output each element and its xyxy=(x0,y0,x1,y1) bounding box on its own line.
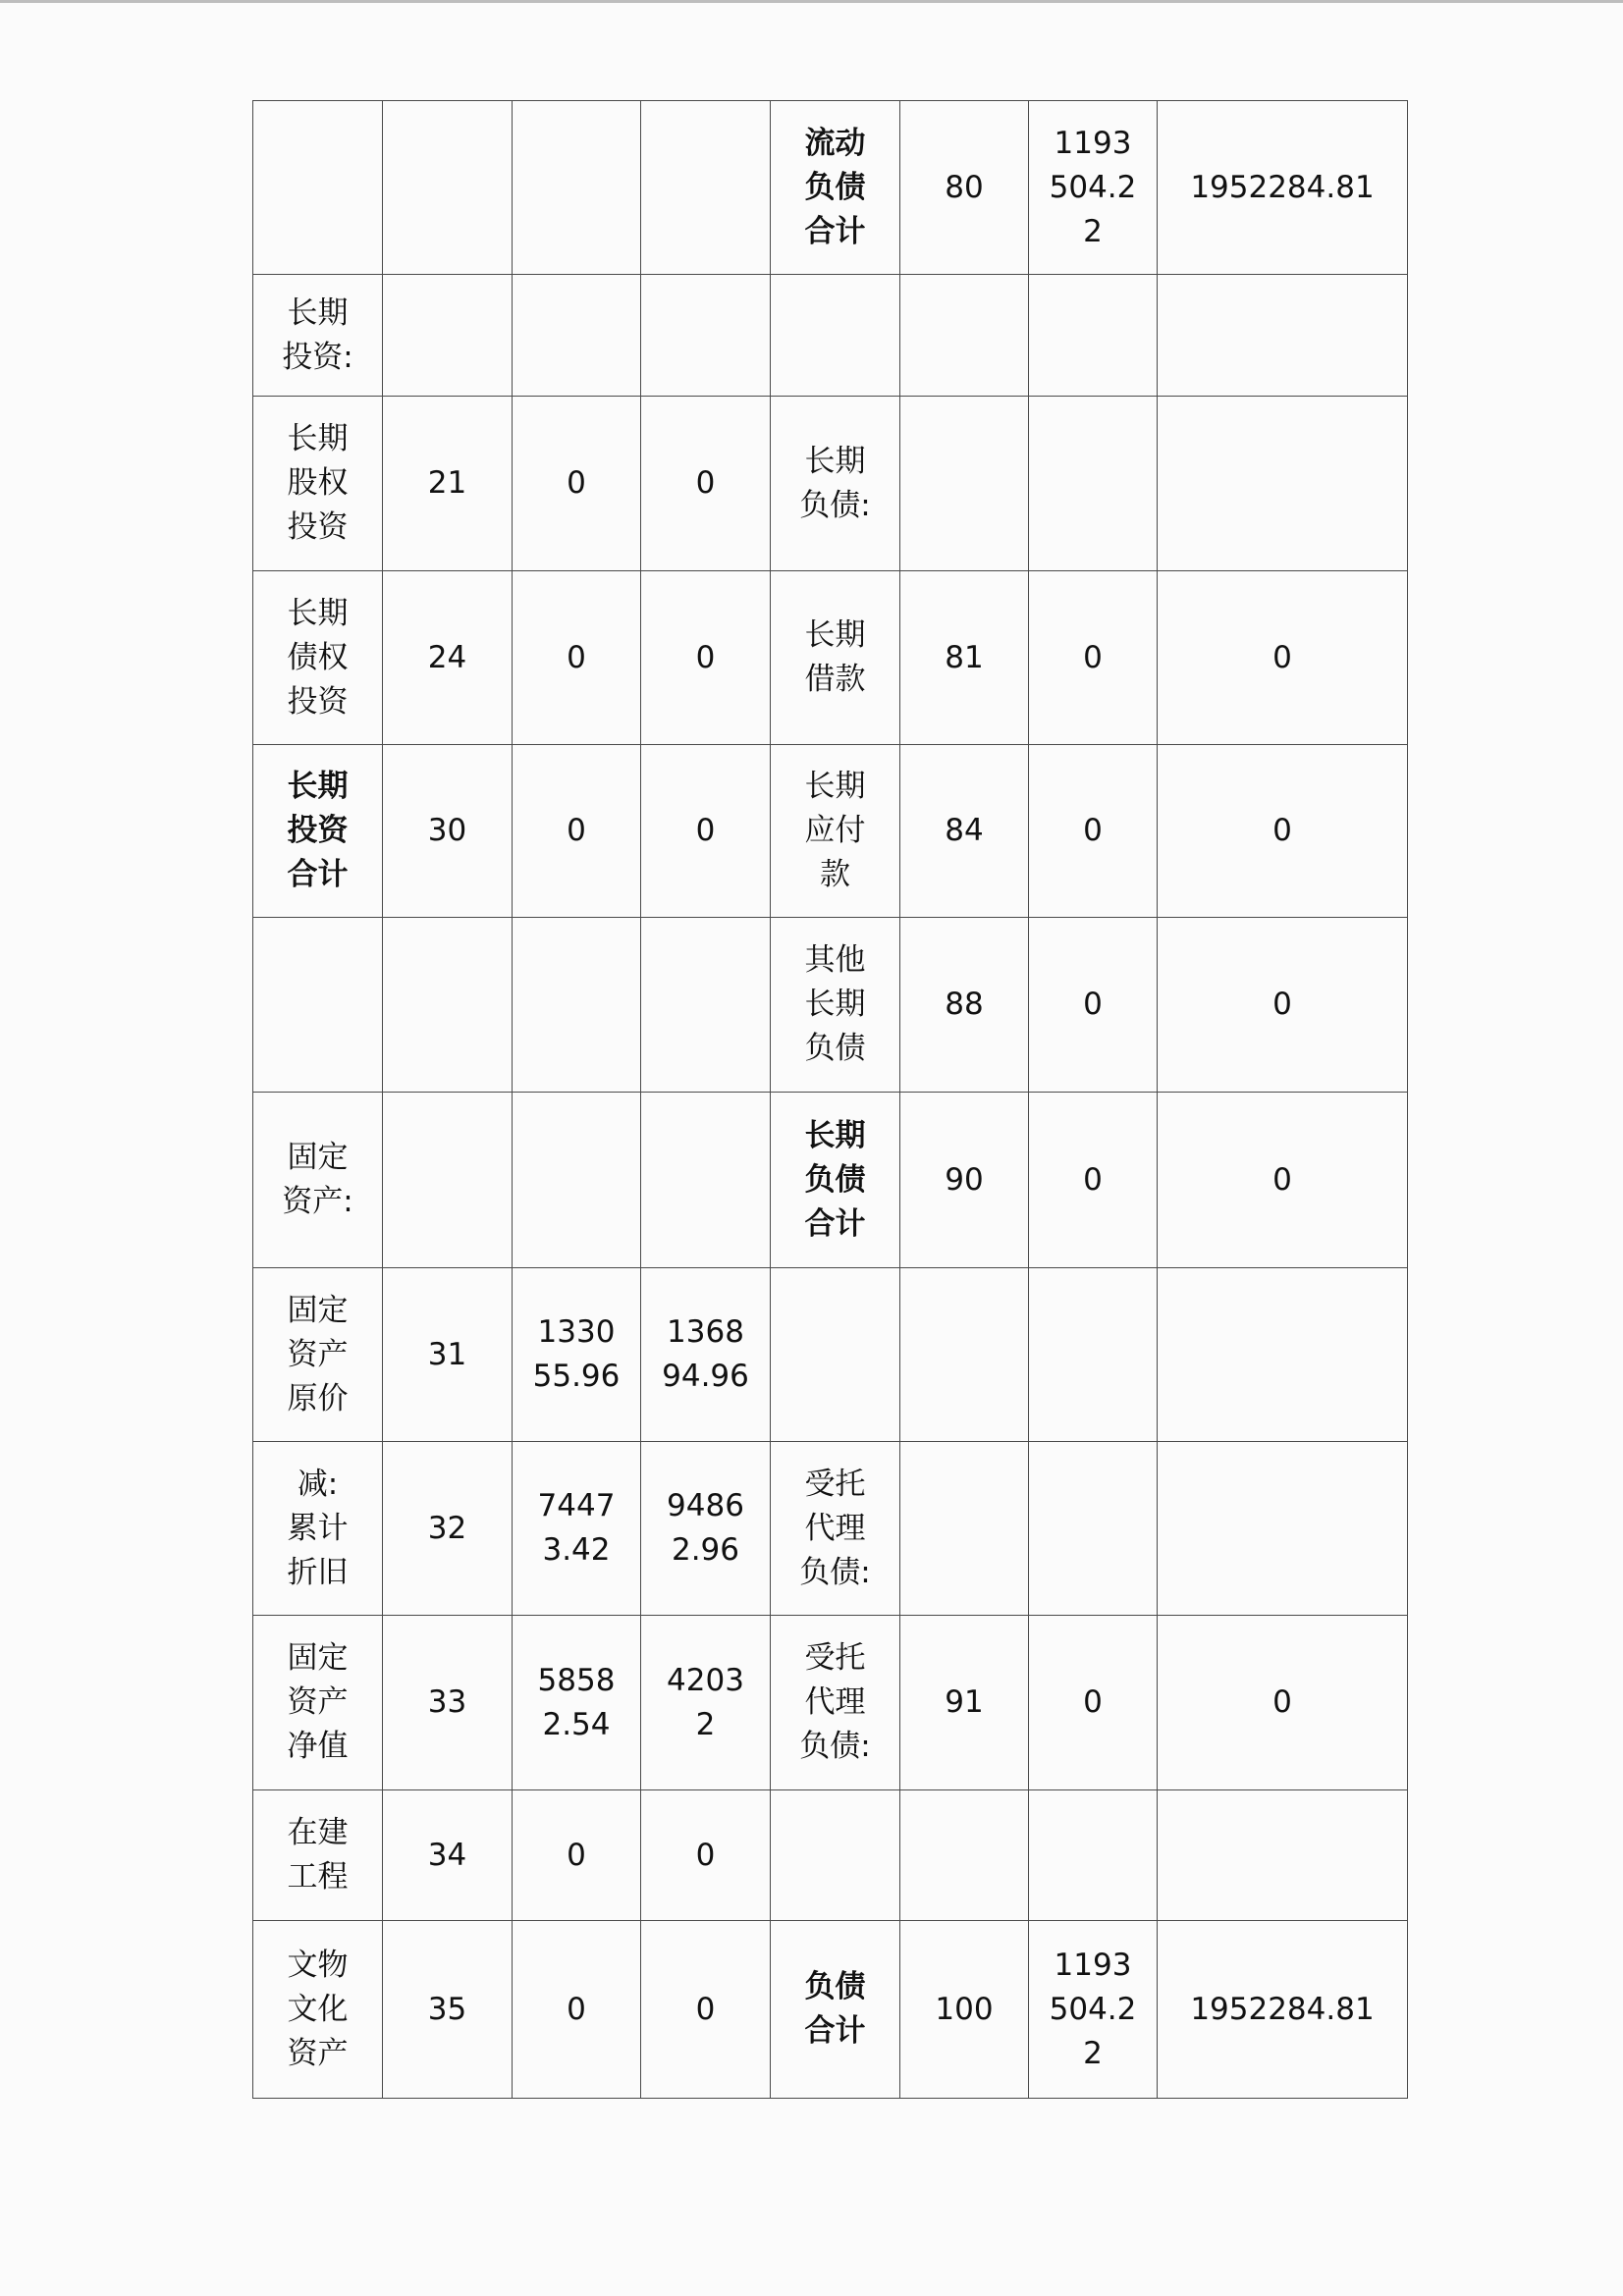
liability-begin-balance-cell: 0 xyxy=(1158,918,1408,1093)
liability-line-number-cell xyxy=(900,275,1029,397)
table-row xyxy=(253,1442,1408,1616)
table-row xyxy=(253,1790,1408,1921)
asset-end-balance-cell: 1330 55.96 xyxy=(513,1268,641,1442)
liability-begin-balance-cell xyxy=(1158,1268,1408,1442)
asset-begin-balance-cell xyxy=(641,918,771,1093)
liability-end-balance-cell xyxy=(1029,1790,1158,1921)
liability-end-balance-cell xyxy=(1029,1268,1158,1442)
asset-line-number-cell: 24 xyxy=(383,571,513,745)
liability-name-cell xyxy=(771,1268,900,1442)
liability-name-cell: 长期 负债: xyxy=(771,397,900,571)
asset-end-balance-cell: 7447 3.42 xyxy=(513,1442,641,1616)
table-row xyxy=(253,275,1408,397)
liability-begin-balance-cell: 0 xyxy=(1158,1616,1408,1790)
asset-begin-balance-cell: 9486 2.96 xyxy=(641,1442,771,1616)
liability-end-balance-cell: 0 xyxy=(1029,1093,1158,1268)
liability-begin-balance-cell: 1952284.81 xyxy=(1158,1921,1408,2099)
liability-begin-balance-cell: 0 xyxy=(1158,745,1408,918)
table-row xyxy=(253,918,1408,1093)
liability-name-cell: 受托 代理 负债: xyxy=(771,1616,900,1790)
liability-line-number-cell: 88 xyxy=(900,918,1029,1093)
asset-name-cell: 文物 文化 资产 xyxy=(253,1921,383,2099)
liability-line-number-cell: 81 xyxy=(900,571,1029,745)
asset-line-number-cell: 32 xyxy=(383,1442,513,1616)
liability-line-number-cell xyxy=(900,1268,1029,1442)
liability-name-cell xyxy=(771,275,900,397)
table-row xyxy=(253,1921,1408,2099)
table-row xyxy=(253,1093,1408,1268)
asset-begin-balance-cell: 0 xyxy=(641,397,771,571)
asset-end-balance-cell: 5858 2.54 xyxy=(513,1616,641,1790)
asset-end-balance-cell xyxy=(513,101,641,275)
asset-line-number-cell xyxy=(383,918,513,1093)
asset-name-cell xyxy=(253,101,383,275)
liability-end-balance-cell: 0 xyxy=(1029,1616,1158,1790)
asset-name-cell: 减: 累计 折旧 xyxy=(253,1442,383,1616)
liability-line-number-cell: 80 xyxy=(900,101,1029,275)
liability-begin-balance-cell: 0 xyxy=(1158,571,1408,745)
asset-begin-balance-cell xyxy=(641,275,771,397)
balance-sheet-table xyxy=(252,100,1408,2099)
liability-end-balance-cell: 0 xyxy=(1029,918,1158,1093)
liability-end-balance-cell xyxy=(1029,1442,1158,1616)
liability-name-cell: 流动 负债 合计 xyxy=(771,101,900,275)
asset-end-balance-cell: 0 xyxy=(513,397,641,571)
asset-name-cell: 长期 债权 投资 xyxy=(253,571,383,745)
asset-line-number-cell: 21 xyxy=(383,397,513,571)
table-row xyxy=(253,745,1408,918)
liability-line-number-cell: 84 xyxy=(900,745,1029,918)
asset-line-number-cell xyxy=(383,275,513,397)
liability-begin-balance-cell: 1952284.81 xyxy=(1158,101,1408,275)
asset-begin-balance-cell: 1368 94.96 xyxy=(641,1268,771,1442)
liability-line-number-cell: 91 xyxy=(900,1616,1029,1790)
asset-end-balance-cell xyxy=(513,1093,641,1268)
liability-name-cell: 长期 借款 xyxy=(771,571,900,745)
table-row xyxy=(253,571,1408,745)
asset-begin-balance-cell: 0 xyxy=(641,1790,771,1921)
asset-name-cell: 在建 工程 xyxy=(253,1790,383,1921)
asset-begin-balance-cell: 0 xyxy=(641,745,771,918)
table-row xyxy=(253,101,1408,275)
asset-line-number-cell xyxy=(383,101,513,275)
table-row xyxy=(253,397,1408,571)
liability-line-number-cell: 90 xyxy=(900,1093,1029,1268)
asset-end-balance-cell xyxy=(513,918,641,1093)
liability-begin-balance-cell xyxy=(1158,275,1408,397)
asset-end-balance-cell: 0 xyxy=(513,1921,641,2099)
liability-name-cell: 负债 合计 xyxy=(771,1921,900,2099)
liability-end-balance-cell xyxy=(1029,275,1158,397)
table-row xyxy=(253,1616,1408,1790)
liability-name-cell: 长期 应付 款 xyxy=(771,745,900,918)
liability-name-cell xyxy=(771,1790,900,1921)
liability-begin-balance-cell: 0 xyxy=(1158,1093,1408,1268)
asset-name-cell: 长期 投资: xyxy=(253,275,383,397)
asset-name-cell xyxy=(253,918,383,1093)
asset-begin-balance-cell: 0 xyxy=(641,1921,771,2099)
liability-name-cell: 长期 负债 合计 xyxy=(771,1093,900,1268)
asset-end-balance-cell: 0 xyxy=(513,571,641,745)
asset-end-balance-cell: 0 xyxy=(513,1790,641,1921)
asset-line-number-cell: 30 xyxy=(383,745,513,918)
asset-line-number-cell: 34 xyxy=(383,1790,513,1921)
asset-name-cell: 固定 资产 净值 xyxy=(253,1616,383,1790)
liability-line-number-cell xyxy=(900,1790,1029,1921)
asset-name-cell: 长期 投资 合计 xyxy=(253,745,383,918)
liability-line-number-cell: 100 xyxy=(900,1921,1029,2099)
asset-end-balance-cell xyxy=(513,275,641,397)
asset-name-cell: 固定 资产 原价 xyxy=(253,1268,383,1442)
liability-line-number-cell xyxy=(900,397,1029,571)
liability-end-balance-cell: 1193 504.2 2 xyxy=(1029,1921,1158,2099)
balance-sheet-body xyxy=(253,101,1408,2099)
liability-name-cell: 其他 长期 负债 xyxy=(771,918,900,1093)
liability-name-cell: 受托 代理 负债: xyxy=(771,1442,900,1616)
asset-begin-balance-cell: 0 xyxy=(641,571,771,745)
asset-line-number-cell: 35 xyxy=(383,1921,513,2099)
asset-line-number-cell: 31 xyxy=(383,1268,513,1442)
asset-begin-balance-cell xyxy=(641,1093,771,1268)
asset-line-number-cell xyxy=(383,1093,513,1268)
liability-begin-balance-cell xyxy=(1158,1790,1408,1921)
table-row xyxy=(253,1268,1408,1442)
liability-end-balance-cell: 0 xyxy=(1029,571,1158,745)
liability-end-balance-cell: 0 xyxy=(1029,745,1158,918)
liability-end-balance-cell xyxy=(1029,397,1158,571)
asset-begin-balance-cell xyxy=(641,101,771,275)
asset-name-cell: 固定 资产: xyxy=(253,1093,383,1268)
asset-name-cell: 长期 股权 投资 xyxy=(253,397,383,571)
liability-line-number-cell xyxy=(900,1442,1029,1616)
liability-begin-balance-cell xyxy=(1158,1442,1408,1616)
liability-begin-balance-cell xyxy=(1158,397,1408,571)
asset-end-balance-cell: 0 xyxy=(513,745,641,918)
asset-line-number-cell: 33 xyxy=(383,1616,513,1790)
liability-end-balance-cell: 1193 504.2 2 xyxy=(1029,101,1158,275)
asset-begin-balance-cell: 4203 2 xyxy=(641,1616,771,1790)
